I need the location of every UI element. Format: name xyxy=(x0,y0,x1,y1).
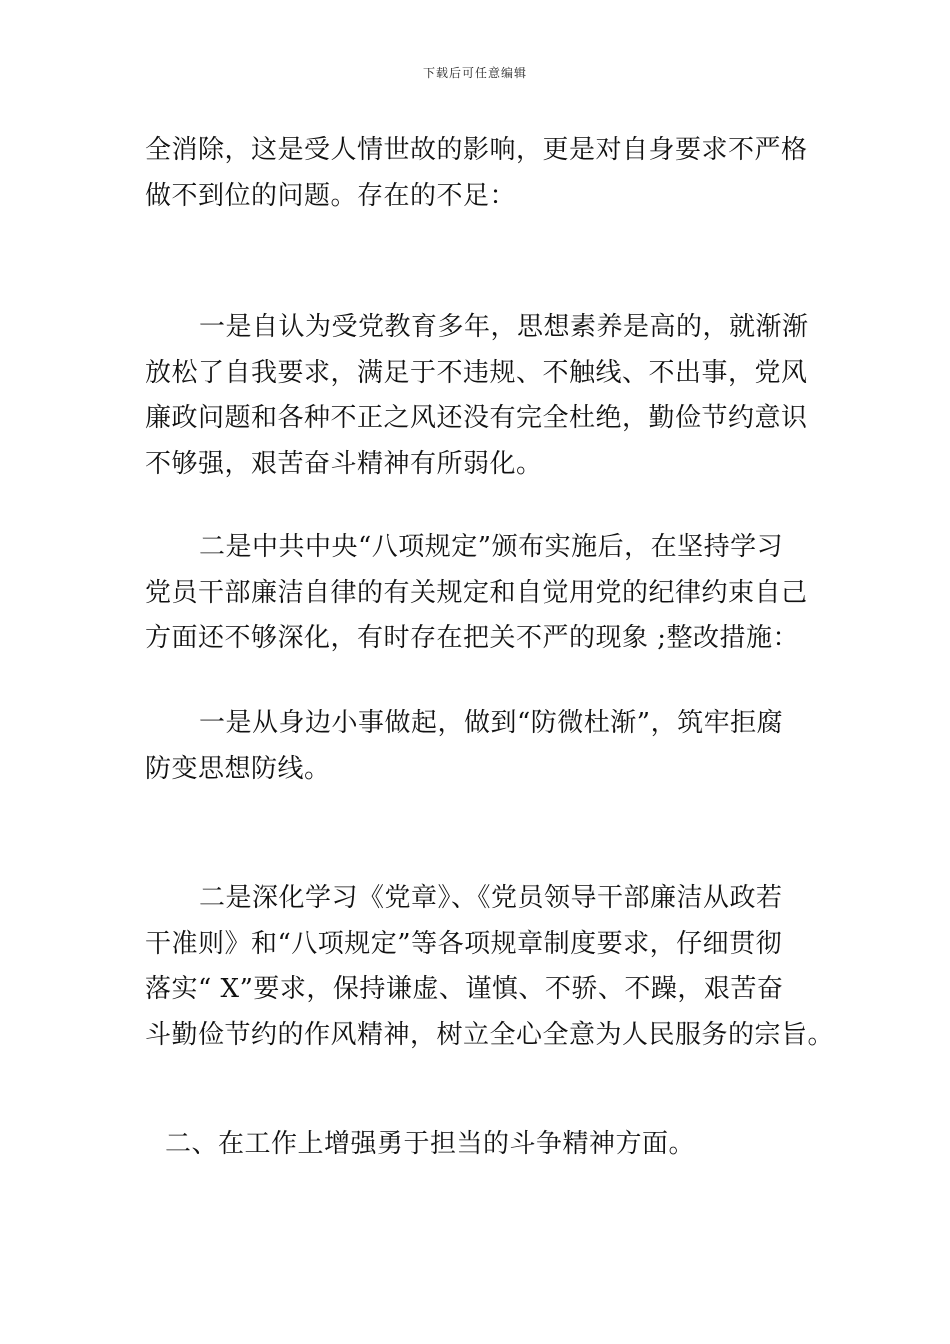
paragraph-continuation xyxy=(145,128,815,219)
text-line: 做不到位的问题。存在的不足： xyxy=(145,180,517,211)
text-line: 一是从身边小事做起，做到“防微杜渐”，筑牢拒腐 xyxy=(199,708,784,738)
paragraph-shortcoming-2 xyxy=(145,525,815,662)
text-line: 不够强，艰苦奋斗精神有所弱化。 xyxy=(145,448,543,479)
text-line: 党员干部廉洁自律的有关规定和自觉用党的纪律约束自己 xyxy=(145,577,808,608)
text-line: 落实“ X”要求，保持谦虚、谨慎、不骄、不躁，艰苦奋 xyxy=(145,974,784,1004)
page-header-note: 下载后可任意编辑 xyxy=(422,66,527,80)
paragraph-measure-2 xyxy=(145,876,835,1058)
text-line: 方面还不够深化，有时存在把关不严的现象 ;整改措施： xyxy=(145,623,800,653)
text-line: 干准则》和“八项规定”等各项规章制度要求，仔细贯彻 xyxy=(145,928,783,959)
text-line: 廉政问题和各种不正之风还没有完全杜绝，勤俭节约意识 xyxy=(145,403,808,433)
text-line: 全消除，这是受人情世故的影响，更是对自身要求不严格 xyxy=(145,135,808,165)
paragraph-shortcoming-1 xyxy=(145,305,815,487)
paragraph-measure-1 xyxy=(145,701,815,792)
text-line: 一是自认为受党教育多年，思想素养是高的，就渐渐 xyxy=(199,312,809,342)
text-line: 斗勤俭节约的作风精神，树立全心全意为人民服务的宗旨。 xyxy=(145,1019,835,1050)
text-line: 防变思想防线。 xyxy=(145,753,331,784)
text-line: 二是中共中央“八项规定”颁布实施后，在坚持学习 xyxy=(199,532,784,562)
text-line: 二是深化学习《党章》、《党员领导干部廉洁从政若 xyxy=(199,883,783,913)
text-line: 二、在工作上增强勇于担当的斗争精神方面。 xyxy=(165,1129,696,1159)
text-line: 放松了自我要求，满足于不违规、不触线、不出事，党风 xyxy=(145,357,808,388)
section-heading xyxy=(145,1122,815,1168)
